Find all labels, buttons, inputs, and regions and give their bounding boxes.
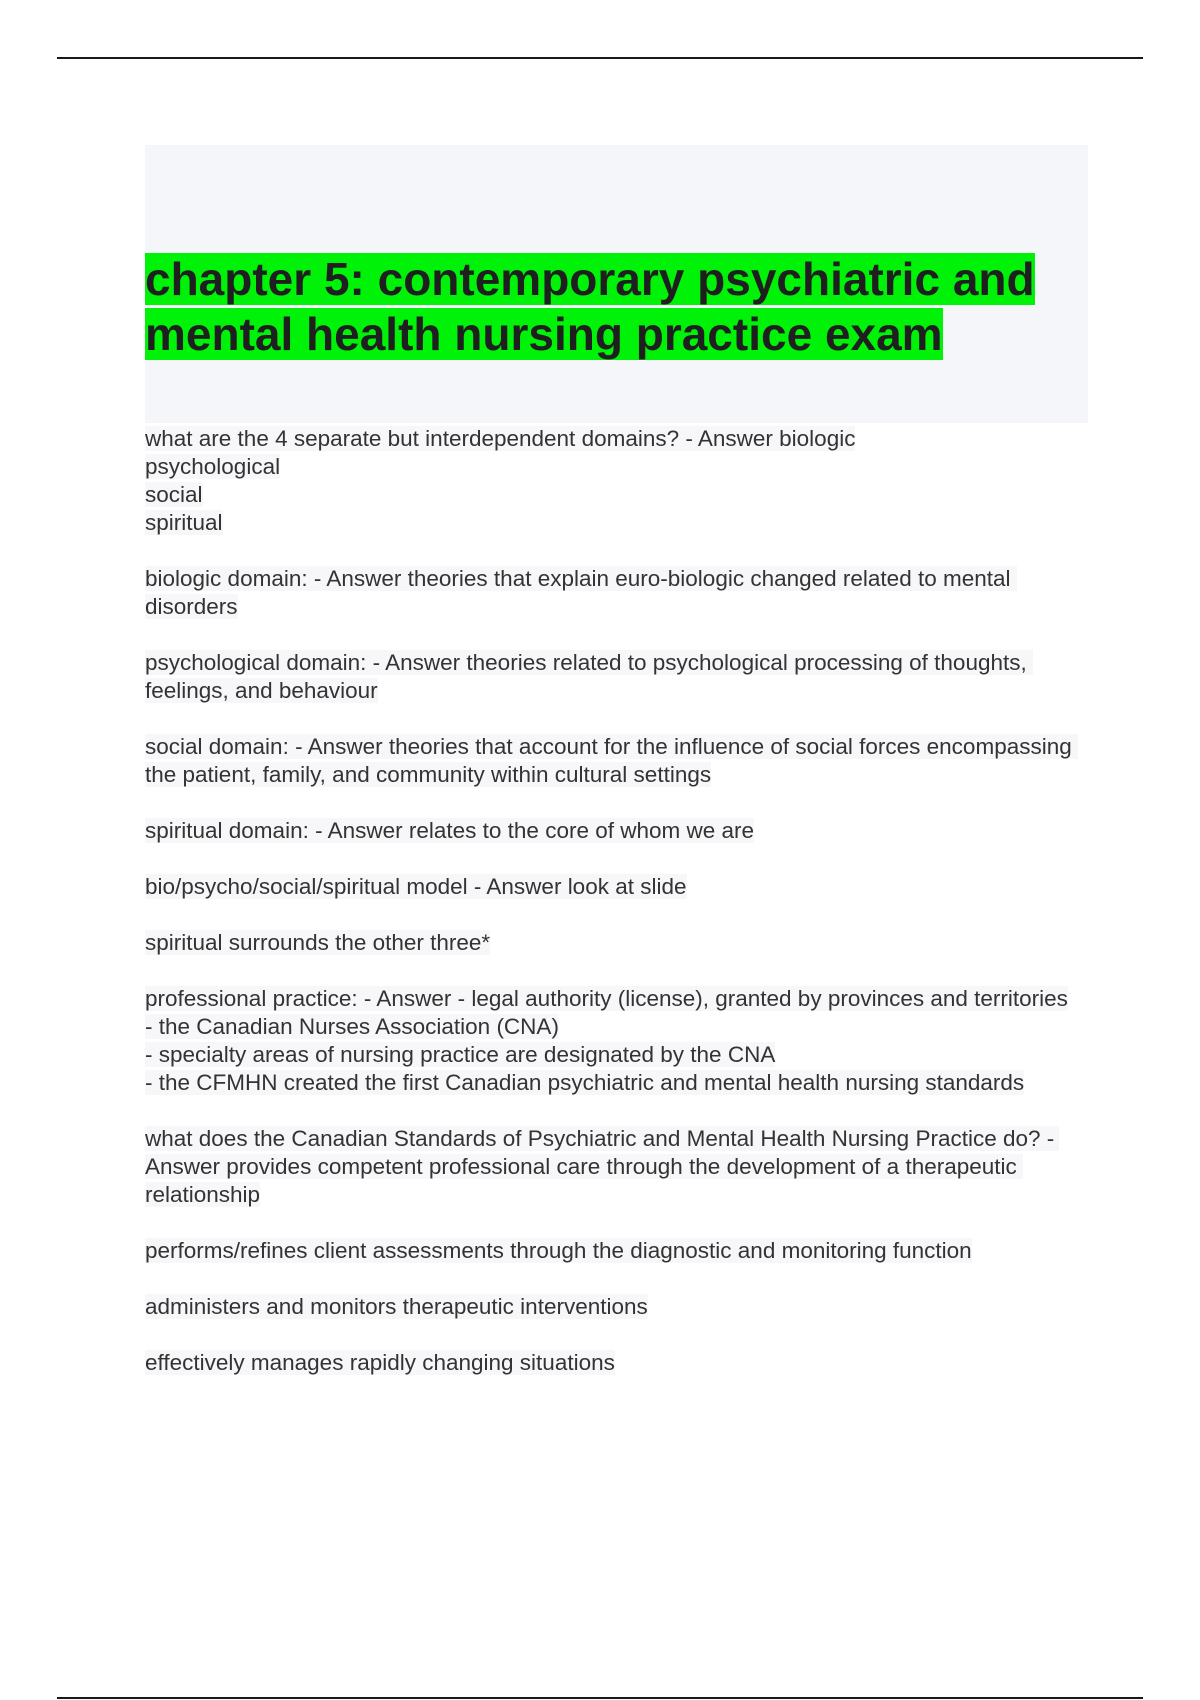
qa-text: performs/refines client assessments through the diagnostic and monitoring function xyxy=(145,1238,972,1263)
qa-text: biologic domain: - Answer theories that explain euro-biologic changed related to mental disorders xyxy=(145,566,1017,619)
qa-text: what are the 4 separate but interdependent domains? - Answer biologic psychological social spiritual xyxy=(145,426,856,535)
qa-item-social-domain xyxy=(145,733,1095,789)
qa-item-biologic-domain xyxy=(145,565,1095,621)
qa-item-domains xyxy=(145,425,1095,537)
qa-item-situations xyxy=(145,1349,1095,1377)
bottom-rule xyxy=(57,1697,1143,1699)
top-rule xyxy=(57,57,1143,59)
qa-text: psychological domain: - Answer theories related to psychological processing of thoughts, feelings, and behaviour xyxy=(145,650,1034,703)
qa-text: social domain: - Answer theories that account for the influence of social forces encompassing the patient, family, and community within cultural settings xyxy=(145,734,1079,787)
qa-text: bio/psycho/social/spiritual model - Answer look at slide xyxy=(145,874,687,899)
title-block xyxy=(145,145,1088,423)
qa-item-model xyxy=(145,873,1095,901)
title-highlight: chapter 5: contemporary psychiatric and mental health nursing practice exam xyxy=(145,253,1035,360)
qa-text: professional practice: - Answer - legal authority (license), granted by provinces and territories - the Canadian Nurses Association (CNA) - specialty areas of nursing practice are designated by the CNA - the CFMHN created the first Canadian psychiatric and mental health nursing standards xyxy=(145,986,1068,1095)
qa-list xyxy=(145,425,1095,1405)
qa-item-interventions xyxy=(145,1293,1095,1321)
qa-item-canadian-standards xyxy=(145,1125,1095,1209)
document-title xyxy=(145,252,1088,362)
qa-item-psychological-domain xyxy=(145,649,1095,705)
qa-text: spiritual surrounds the other three* xyxy=(145,930,491,955)
qa-item-spiritual-domain xyxy=(145,817,1095,845)
qa-item-professional-practice xyxy=(145,985,1095,1097)
qa-item-spiritual-surrounds xyxy=(145,929,1095,957)
qa-text: administers and monitors therapeutic interventions xyxy=(145,1294,648,1319)
qa-text: effectively manages rapidly changing situations xyxy=(145,1350,615,1375)
qa-item-assessments xyxy=(145,1237,1095,1265)
qa-text: spiritual domain: - Answer relates to the core of whom we are xyxy=(145,818,755,843)
qa-text: what does the Canadian Standards of Psychiatric and Mental Health Nursing Practice do? - Answer provides competent professional care through the development of a therapeutic relationship xyxy=(145,1126,1060,1207)
